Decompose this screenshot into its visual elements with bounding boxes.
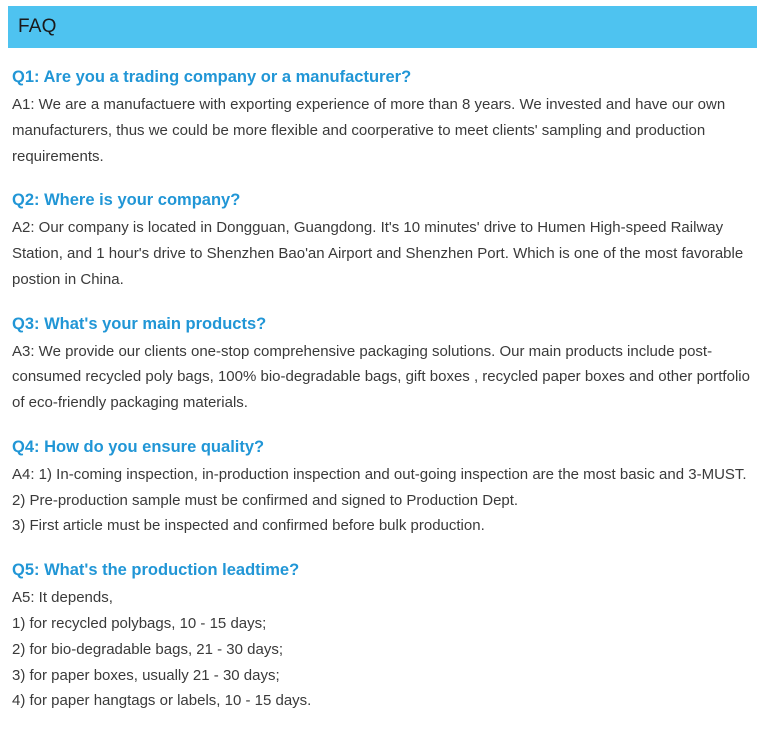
faq-question: Q3: What's your main products? <box>12 314 267 333</box>
faq-page <box>0 6 765 754</box>
faq-question: Q4: How do you ensure quality? <box>12 437 265 456</box>
faq-question: Q2: Where is your company? <box>12 191 241 210</box>
faq-answer-line: A5: It depends, <box>12 589 113 607</box>
faq-answer-line: 4) for paper hangtags or labels, 10 - 15 days. <box>12 692 312 710</box>
faq-answer-line: 2) for bio-degradable bags, 21 - 30 days; <box>12 640 284 658</box>
faq-answer: A3: We provide our clients one-stop comprehensive packaging solutions. Our main products include post-consumed recycled poly bags, 100% bio-degradable bags, gift boxes , recycled paper boxes and other portfolio of eco-friendly packaging materials. <box>12 342 750 412</box>
faq-item <box>12 436 751 539</box>
faq-question: Q1: Are you a trading company or a manufacturer? <box>12 68 412 86</box>
faq-answer-line: 1) for recycled polybags, 10 - 15 days; <box>12 614 267 632</box>
faq-item <box>12 66 751 169</box>
faq-answer: A2: Our company is located in Dongguan, Guangdong. It's 10 minutes' drive to Humen High-speed Railway Station, and 1 hour's drive to Shenzhen Bao'an Airport and Shenzhen Port. Which is one of the most favorable postion in China. <box>12 219 744 288</box>
faq-question: Q5: What's the production leadtime? <box>12 561 300 580</box>
faq-content <box>0 66 765 714</box>
faq-answer-line: A4: 1) In-coming inspection, in-production inspection and out-going inspection are the most basic and 3-MUST. <box>12 465 747 483</box>
faq-item <box>12 559 751 714</box>
faq-answer: A1: We are a manufactuere with exporting experience of more than 8 years. We invested and have our own manufacturers, thus we could be more flexible and coorperative to meet clients' sampling and production requirements. <box>12 95 726 165</box>
faq-item <box>12 313 751 416</box>
faq-answer-line: 3) First article must be inspected and confirmed before bulk production. <box>12 517 485 535</box>
faq-header-bar <box>8 6 757 48</box>
page-title: FAQ <box>18 16 57 37</box>
faq-answer-line: 3) for paper boxes, usually 21 - 30 days; <box>12 666 280 684</box>
faq-answer-line: 2) Pre-production sample must be confirmed and signed to Production Dept. <box>12 491 519 509</box>
faq-item <box>12 189 751 292</box>
